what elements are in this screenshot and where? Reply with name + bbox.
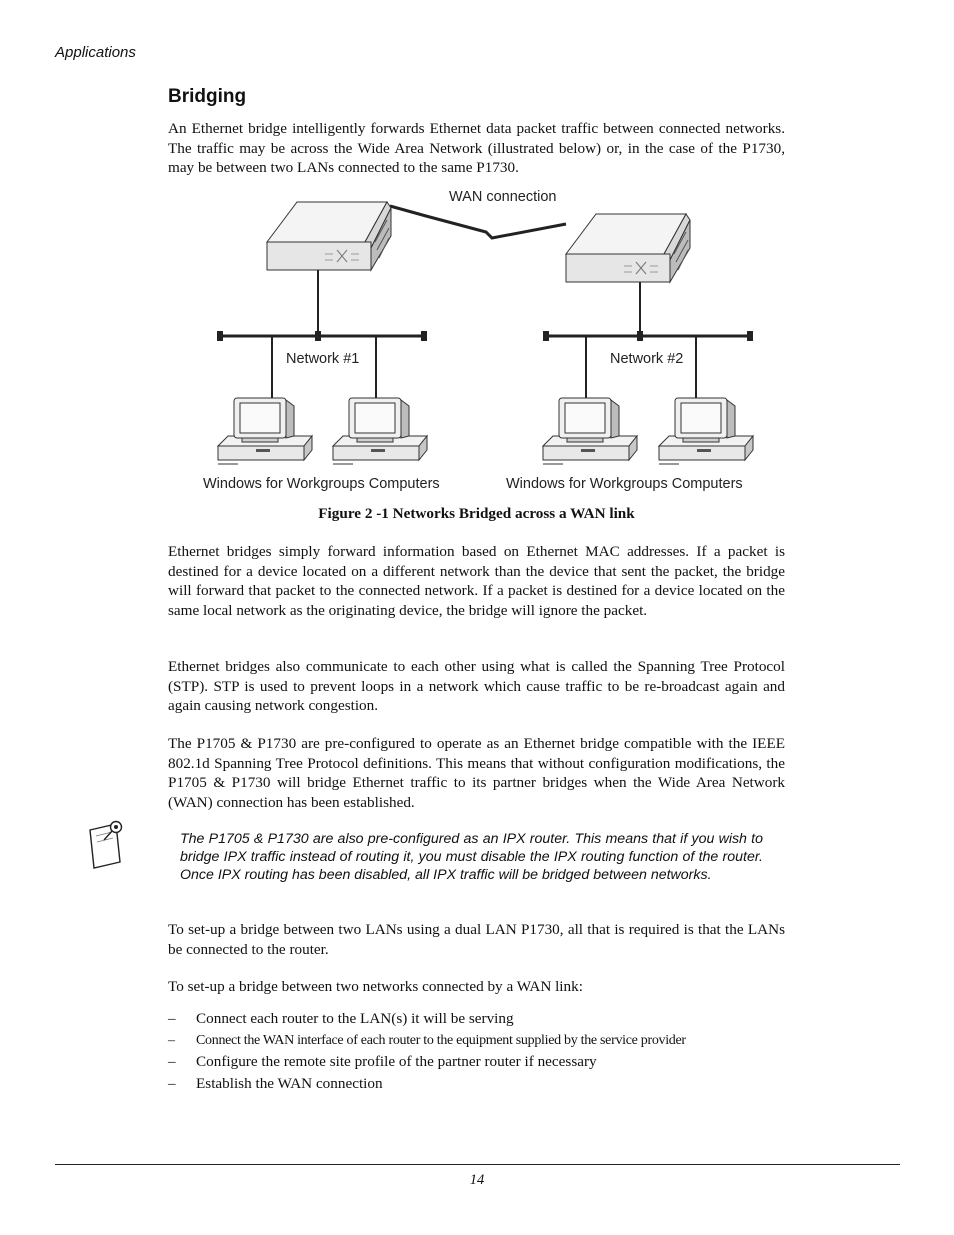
ipx-note: The P1705 & P1730 are also pre-configured as an IPX router. This means that if you wish to bridge IPX traffic instead of routing it, you must disable the IPX routing function of the router. Once IPX routing has been disabled, all IPX traffic will be bridged between networks. — [180, 831, 763, 884]
computers-right-label: Windows for Workgroups Computers — [506, 476, 743, 492]
stp-paragraph: Ethernet bridges also communicate to each other using what is called the Spanning Tree Protocol (STP). STP is used to prevent loops in a network which cause traffic to be re-broadcast again and again causing network congestion. — [168, 658, 785, 714]
preconfig-paragraph: The P1705 & P1730 are pre-configured to operate as an Ethernet bridge compatible with the IEEE 802.1d Spanning Tree Protocol definitions. This means that without configuration modifications, the P1705 & P1730 will bridge Ethernet traffic to its partner bridges when the Wide Area Network (WAN) connection has been established. — [168, 735, 785, 811]
intro-paragraph: An Ethernet bridge intelligently forwards Ethernet data packet traffic between connected networks. The traffic may be across the Wide Area Network (illustrated below) or, in the case of the P1730, may be between two LANs connected to the same P1730. — [168, 120, 785, 176]
section-title: Bridging — [168, 86, 247, 107]
running-header: Applications — [55, 44, 136, 61]
router-right — [566, 214, 690, 282]
mac-paragraph: Ethernet bridges simply forward information based on Ethernet MAC addresses. If a packet is destined for a device located on a different network than the device that sent the packet, the bridge will forward that packet to the connected network. If a packet is destined for a device located on the same local network as the originating device, the bridge will ignore the packet. — [168, 543, 785, 619]
list-item: – Establish the WAN connection — [168, 1075, 383, 1093]
page-number: 14 — [469, 1172, 485, 1188]
wan-setup-intro: To set-up a bridge between two networks connected by a WAN link: — [168, 978, 583, 995]
computer-2 — [333, 398, 427, 464]
computer-3 — [543, 398, 637, 464]
figure-caption: Figure 2 -1 Networks Bridged across a WAN link — [318, 505, 635, 522]
note-pad-icon — [86, 818, 128, 870]
router-left — [267, 202, 391, 270]
wan-setup-steps — [168, 1008, 788, 1095]
network-diagram — [190, 184, 780, 504]
list-item: – Connect the WAN interface of each router to the equipment supplied by the service provider — [168, 1032, 686, 1048]
list-item: – Configure the remote site profile of the partner router if necessary — [168, 1053, 597, 1071]
wan-link-line — [390, 206, 566, 238]
list-item: – Connect each router to the LAN(s) it will be serving — [168, 1010, 514, 1027]
network-1-label: Network #1 — [286, 351, 360, 367]
network-diagram-graphic — [190, 184, 780, 504]
computers-left-label: Windows for Workgroups Computers — [203, 476, 440, 492]
network-2-label: Network #2 — [610, 351, 684, 367]
computer-1 — [218, 398, 312, 464]
footer-rule — [55, 1164, 900, 1165]
wan-connection-label: WAN connection — [449, 189, 557, 205]
dual-lan-paragraph: To set-up a bridge between two LANs using a dual LAN P1730, all that is required is that the LANs be connected to the router. — [168, 921, 785, 958]
computer-4 — [659, 398, 753, 464]
